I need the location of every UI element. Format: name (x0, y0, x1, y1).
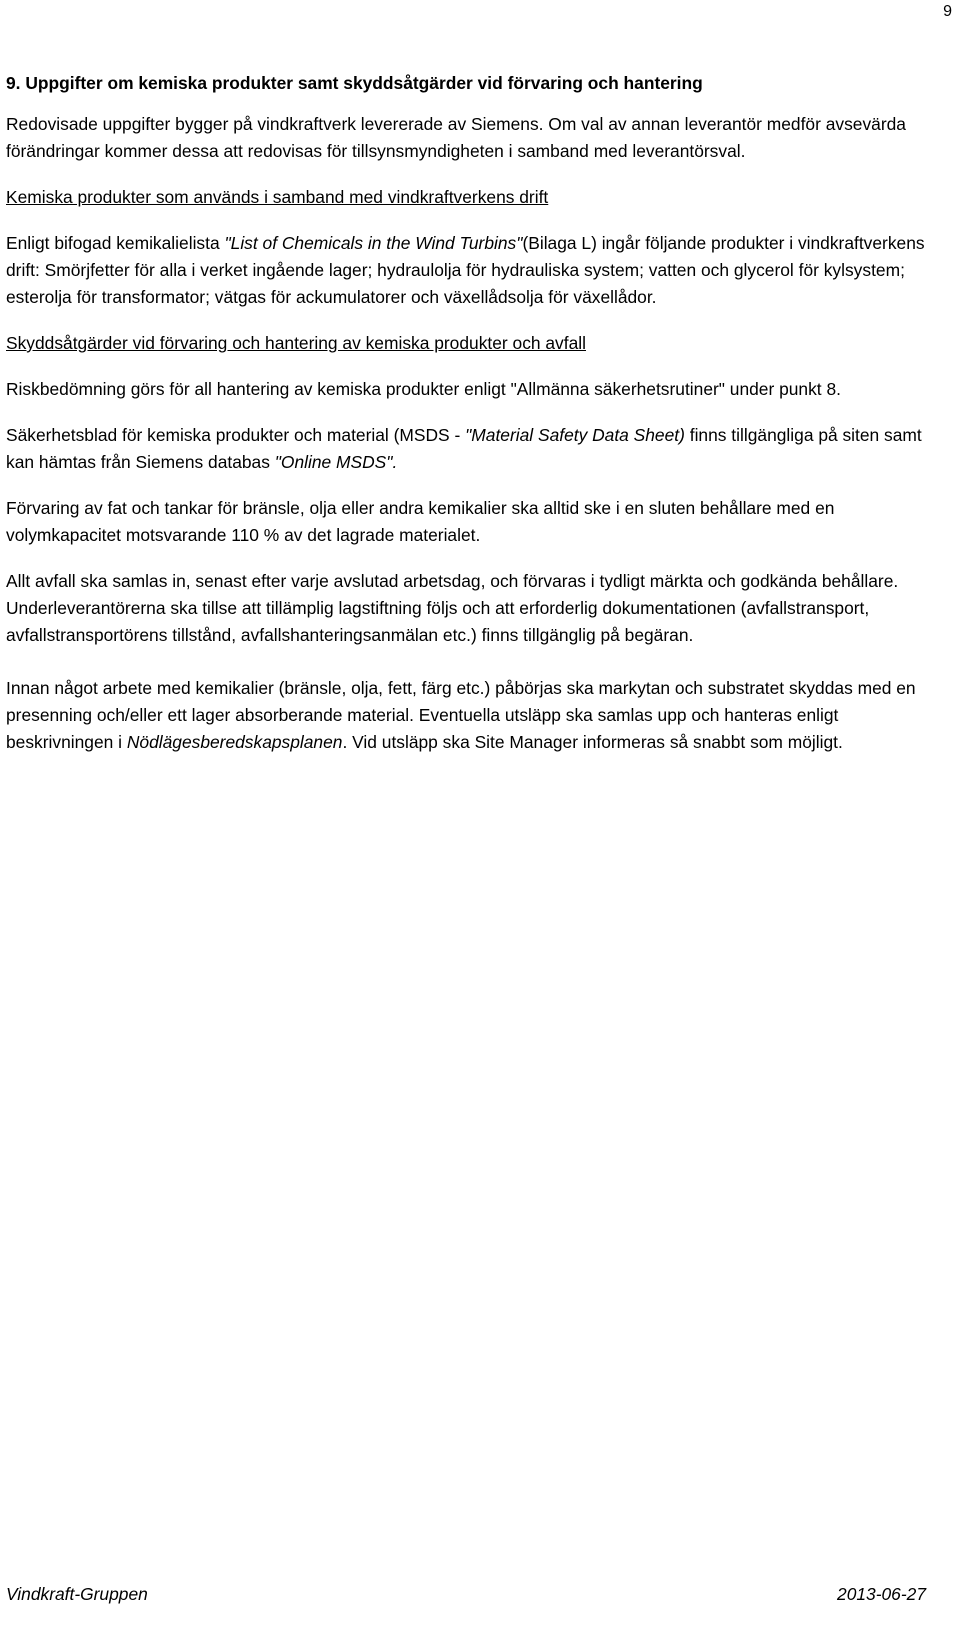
msds-italic-database: "Online MSDS". (274, 452, 398, 472)
chemicals-text-post: (Bilaga L) ingår följande produkter i vindkraftverkens drift: Smörjfetter för alla i verket ingående lager; hydraulolja för hydrauliska system; vatten och glycerol för kylsystem; esterolja för transformator; vätgas för ackumulatorer och växellådsolja för växellådor. (6, 233, 925, 307)
subheading-protective-measures: Skyddsåtgärder vid förvaring och hantering av kemiska produkter och avfall (6, 333, 586, 353)
work-paragraph (6, 675, 926, 756)
footer-date: 2013-06-27 (837, 1584, 926, 1604)
risk-paragraph: Riskbedömning görs för all hantering av kemiska produkter enligt "Allmänna säkerhetsrutiner" under punkt 8. (6, 379, 841, 399)
chemicals-list-title: "List of Chemicals in the Wind Turbins" (224, 233, 523, 253)
footer-company: Vindkraft-Gruppen (6, 1584, 148, 1604)
document-body (6, 70, 926, 775)
subheading-chemical-products: Kemiska produkter som används i samband med vindkraftverkens drift (6, 187, 549, 207)
page-footer (6, 1584, 926, 1605)
intro-paragraph: Redovisade uppgifter bygger på vindkraftverk levererade av Siemens. Om val av annan leverantör medför avsevärda förändringar kommer dessa att redovisas för tillsynsmyndigheten i samband med leverantörsval. (6, 114, 906, 161)
msds-text-pre: Säkerhetsblad för kemiska produkter och material (MSDS - (6, 425, 466, 445)
section-title: 9. Uppgifter om kemiska produkter samt skyddsåtgärder vid förvaring och hantering (6, 73, 703, 93)
msds-text-mid: finns tillgängliga på siten samt kan hämtas från Siemens databas (6, 425, 922, 472)
chemicals-paragraph (6, 230, 926, 311)
page-number: 9 (943, 3, 952, 20)
msds-paragraph (6, 422, 926, 476)
waste-paragraph: Allt avfall ska samlas in, senast efter varje avslutad arbetsdag, och förvaras i tydligt märkta och godkända behållare. Underleverantörerna ska tillse att tillämplig lagstiftning följs och att erforderlig dokumentationen (avfallstransport, avfallstransportörens tillstånd, avfallshanteringsanmälan etc.) finns tillgänglig på begäran. (6, 571, 899, 645)
msds-italic-name: "Material Safety Data Sheet) (465, 425, 685, 445)
chemicals-text-pre: Enligt bifogad kemikalielista (6, 233, 225, 253)
storage-paragraph: Förvaring av fat och tankar för bränsle, olja eller andra kemikalier ska alltid ske i en sluten behållare med en volymkapacitet motsvarande 110 % av det lagrade materialet. (6, 498, 835, 545)
work-text-post: . Vid utsläpp ska Site Manager informeras så snabbt som möjligt. (342, 732, 843, 752)
emergency-plan-name: Nödlägesberedskapsplanen (126, 732, 343, 752)
work-text-pre: Innan något arbete med kemikalier (bränsle, olja, fett, färg etc.) påbörjas ska markytan och substratet skyddas med en presenning och/eller ett lager absorberande material. Eventuella utsläpp ska samlas upp och hanteras enligt beskrivningen i (6, 678, 916, 752)
